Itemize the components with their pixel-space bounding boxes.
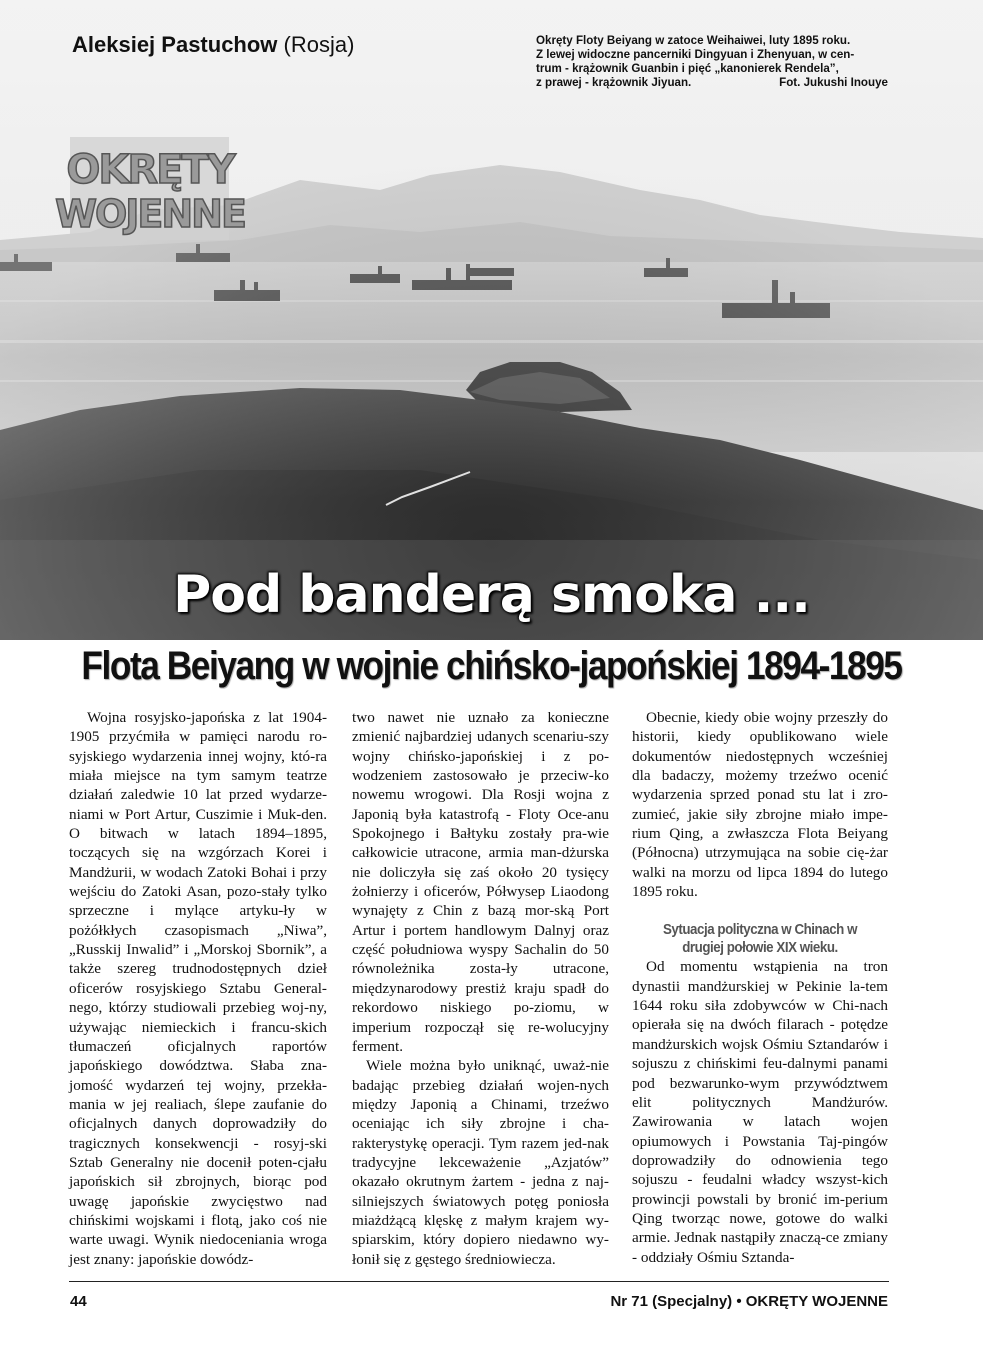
- issue-info: Nr 71 (Specjalny) • OKRĘTY WOJENNE: [610, 1293, 888, 1310]
- text-column-1: [69, 708, 327, 1269]
- section-heading: Sytuacja polityczna w Chinach w drugiej połowie XIX wieku.: [662, 922, 858, 957]
- text-column-2: [352, 708, 609, 1269]
- photo-caption: [536, 34, 888, 90]
- page-number: 44: [70, 1293, 87, 1310]
- header-photograph: [0, 0, 983, 640]
- footer-divider: [69, 1281, 889, 1282]
- paragraph: Obecnie, kiedy obie wojny przeszły do historii, kiedy opublikowano wiele dokumentów niedostępnych wcześniej dla badaczy, możemy trzeźwo ocenić wydarzenia sprzed ponad stu lat i zro-zumieć, jakie siły zbrojne miało impe-rium Qing, a zwłaszcza Flota Beiyang (Północna) utrzymująca na sobie cię-żar walki na morzu od lipca 1894 do lutego 1895 roku.: [632, 709, 888, 901]
- author-line: [72, 32, 354, 58]
- logo-line1: OKRĘTY: [66, 147, 234, 193]
- author-name: Aleksiej Pastuchow: [72, 32, 278, 57]
- bay-photo-illustration: [0, 0, 983, 640]
- caption-line: Z lewej widoczne pancerniki Dingyuan i Zhenyuan, w cen-: [536, 48, 855, 61]
- text-column-3: [632, 708, 888, 1267]
- magazine-logo: [55, 137, 245, 240]
- paragraph: Od momentu wstąpienia na tron dynastii mandżurskiej w Pekinie la-tem 1644 roku siła zdobywców w Chi-nach opierała się na dwóch filarach - potędze mandżurskich wojsk Ośmiu Sztandarów i sojuszu z chińskimi feu-dalnymi panami pod bezwarunko-wym przywództwem elit politycznych Mandżurów. Zawirowania w latach wojen opiumowych i Powstania Taj-pingów doprowadziły do odnowienia tego sojuszu - feudalni władcy wszyst-kich prowincji powstali by bronić im-perium Qing tworząc nowe, gotowe do walki armie. Jednak nastąpiły znaczą-ce zmiany - oddziały Ośmiu Sztanda-: [632, 958, 888, 1266]
- author-country: (Rosja): [283, 32, 355, 57]
- paragraph: Wiele można było uniknąć, uważ-nie badając przebieg działań wojen-nych między Japonią a Chinami, trzeźwo oceniając ich siły zbrojne i cha-rakterystykę operacji. Tym razem jed-nak tradycyjne lekceważenie „Azjatów” okazało okrutnym żartem - jedna z naj-silniejszych światowych potęg poniosła miażdżącą klęskę z małym krajem wy-spiarskim, który dopiero niedawno wy-łonił się z gęstego średniowiecza.: [352, 1057, 609, 1268]
- caption-line-last: [536, 76, 888, 90]
- logo-line2: WOJENNE: [55, 192, 245, 236]
- paragraph: Wojna rosyjsko-japońska z lat 1904-1905 przyćmiła w pamięci narodu ro-syjskiego wydarzenia innej wojny, któ-ra miała miejsce na tym samym teatrze działań zaledwie 10 lat przed wydarze-niami w Port Artur, Cuszimie i Muk-den. O bitwach w latach 1894–1895, toczących się na wzgórzach Korei i Mandżurii, w wodach Zatoki Bohai i przy wejściu do Zatoki Asan, pozo-stały tylko sprzeczne i mylące artyku-ły w pożółkłych czasopismach „Niwa”, „Russkij Inwalid” i „Morskoj Sbornik”, a także szereg trudnodostępnych dzieł oficerów rosyjskiego Sztabu General-nego, którzy studiowali przebieg woj-ny, używając niemieckich i francu-skich tłumaczeń oficjalnych raportów japońskiego dowództwa. Słaba zna-jomość wydarzeń tej wojny, przekła-mania w jej realiach, ślepe zaufanie do oficjalnych danych doprowadziły do tragicznych konsekwencji - rosyj-ski Sztab Generalny nie docenił poten-cjału japońskich sił zbrojnych, biorąc pod uwagę japońskie zwycięstwo nad chińskimi wojskami i flotą, jako coś nie warte uwagi. Wynik niedoceniania wroga jest znany: japońskie dowódz-: [69, 709, 327, 1268]
- paragraph: two nawet nie uznało za konieczne zmienić najbardziej udanych scenariu-szy wojny chińsko-japońskiej i z po-wodzeniem zastosowało je przeciw-ko nowemu wrogowi. Dla Rosji wojna z Japonią była katastrofą - Floty Oce-anu Spokojnego i Bałtyku zostały pra-wie całkowicie utracone, armia man-dżurska nie doliczyła się zaś około 20 tysięcy żołnierzy i oficerów, Półwysep Liaodong wynajęty z Chin z bazą mor-ską Port Artur i portem handlowym Dalnyj oraz część południowa wyspy Sachalin do 50 równoleżnika zosta-ły utracone, międzynarodowy prestiż kraju spadł do rekordowo niskiego po-ziomu, w imperium rozpoczął się re-wolucyjny ferment.: [352, 709, 609, 1055]
- caption-line: trum - krążownik Guanbin i pięć „kanonierek Rendela”,: [536, 62, 839, 75]
- caption-line: z prawej - krążownik Jiyuan.: [536, 76, 692, 89]
- article-title: Pod banderą smoka ...: [173, 565, 810, 625]
- photo-credit: Fot. Jukushi Inouye: [779, 76, 888, 89]
- article-subtitle: Flota Beiyang w wojnie chińsko-japońskiej 1894-1895: [81, 644, 902, 688]
- caption-line: Okręty Floty Beiyang w zatoce Weihaiwei, luty 1895 roku.: [536, 34, 851, 47]
